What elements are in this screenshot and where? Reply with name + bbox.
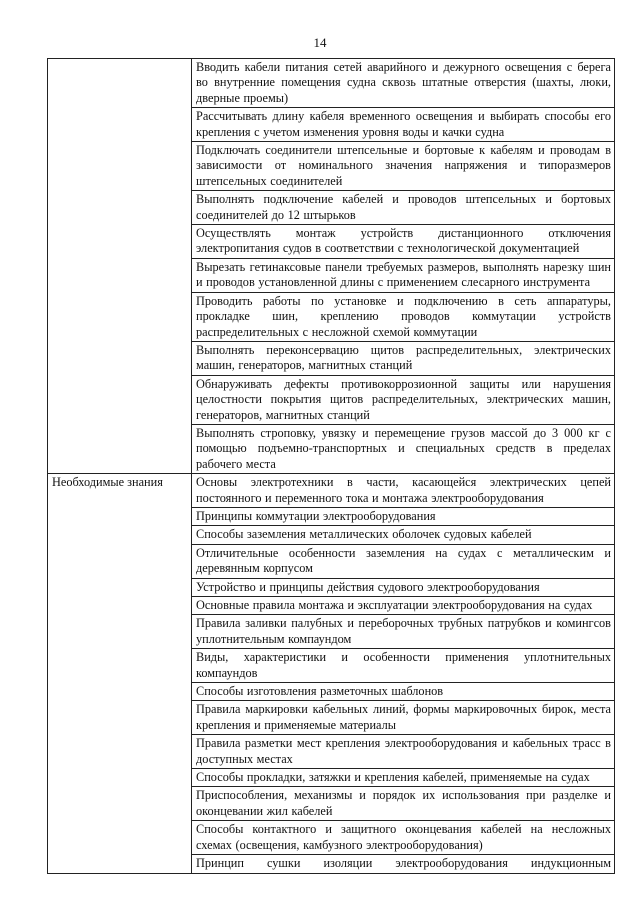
skills-item: Обнаруживать дефекты противокоррозионной защиты или нарушения целостности покрытия щитов распределительных, электрических машин, генераторов, магнитных станций <box>192 375 615 424</box>
skills-row <box>48 59 615 108</box>
knowledge-item: Устройство и принципы действия судового электрооборудования <box>192 578 615 596</box>
knowledge-item: Правила заливки палубных и переборочных трубных патрубков и комингсов уплотнительным компаундом <box>192 615 615 649</box>
skills-item: Проводить работы по установке и подключению в сеть аппаратуры, прокладке шин, креплению проводов коммутации устройств распределительных с несложной схемой коммутации <box>192 292 615 341</box>
skills-item: Выполнять строповку, увязку и перемещение грузов массой до 3 000 кг с помощью подъемно-транспортных и специальных средств в пределах рабочего места <box>192 424 615 473</box>
requirements-table <box>47 58 615 874</box>
knowledge-item: Принцип сушки изоляции электрооборудования индукционным <box>192 855 615 873</box>
knowledge-label: Необходимые знания <box>48 474 192 873</box>
knowledge-item: Способы заземления металлических оболочек судовых кабелей <box>192 526 615 544</box>
knowledge-row <box>48 474 615 508</box>
knowledge-item: Основы электротехники в части, касающейся электрических цепей постоянного и переменного тока и монтажа электрооборудования <box>192 474 615 508</box>
skills-item: Осуществлять монтаж устройств дистанционного отключения электропитания судов в соответствии с технологической документацией <box>192 225 615 259</box>
knowledge-item: Основные правила монтажа и эксплуатации электрооборудования на судах <box>192 597 615 615</box>
skills-item: Вырезать гетинаксовые панели требуемых размеров, выполнять нарезку шин и проводов установленной длины с применением слесарного инструмента <box>192 258 615 292</box>
skills-item: Вводить кабели питания сетей аварийного и дежурного освещения с берега во внутренние помещения судна сквозь штатные отверстия (шахты, люки, дверные проемы) <box>192 59 615 108</box>
knowledge-item: Способы прокладки, затяжки и крепления кабелей, применяемые на судах <box>192 769 615 787</box>
knowledge-item: Правила разметки мест крепления электрооборудования и кабельных трасс в доступных местах <box>192 735 615 769</box>
skills-label <box>48 59 192 474</box>
knowledge-item: Отличительные особенности заземления на судах с металлическим и деревянным корпусом <box>192 544 615 578</box>
knowledge-item: Виды, характеристики и особенности применения уплотнительных компаундов <box>192 649 615 683</box>
knowledge-item: Принципы коммутации электрооборудования <box>192 507 615 525</box>
requirements-table-body <box>48 59 615 874</box>
knowledge-item: Способы контактного и защитного оконцевания кабелей на несложных схемах (освещения, камбузного электрооборудования) <box>192 821 615 855</box>
skills-item: Выполнять переконсервацию щитов распределительных, электрических машин, генераторов, магнитных станций <box>192 341 615 375</box>
skills-item: Выполнять подключение кабелей и проводов штепсельных и бортовых соединителей до 12 штырьков <box>192 191 615 225</box>
knowledge-item: Приспособления, механизмы и порядок их использования при разделке и оконцевании жил кабелей <box>192 787 615 821</box>
skills-item: Подключать соединители штепсельные и бортовые к кабелям и проводам в зависимости от номинального значения напряжения и типоразмеров штепсельных соединителей <box>192 142 615 191</box>
skills-item: Рассчитывать длину кабеля временного освещения и выбирать способы его крепления с учетом изменения уровня воды и качки судна <box>192 108 615 142</box>
page-number: 14 <box>313 35 327 50</box>
knowledge-item: Способы изготовления разметочных шаблонов <box>192 683 615 701</box>
knowledge-item: Правила маркировки кабельных линий, формы маркировочных бирок, места крепления и применяемые материалы <box>192 701 615 735</box>
